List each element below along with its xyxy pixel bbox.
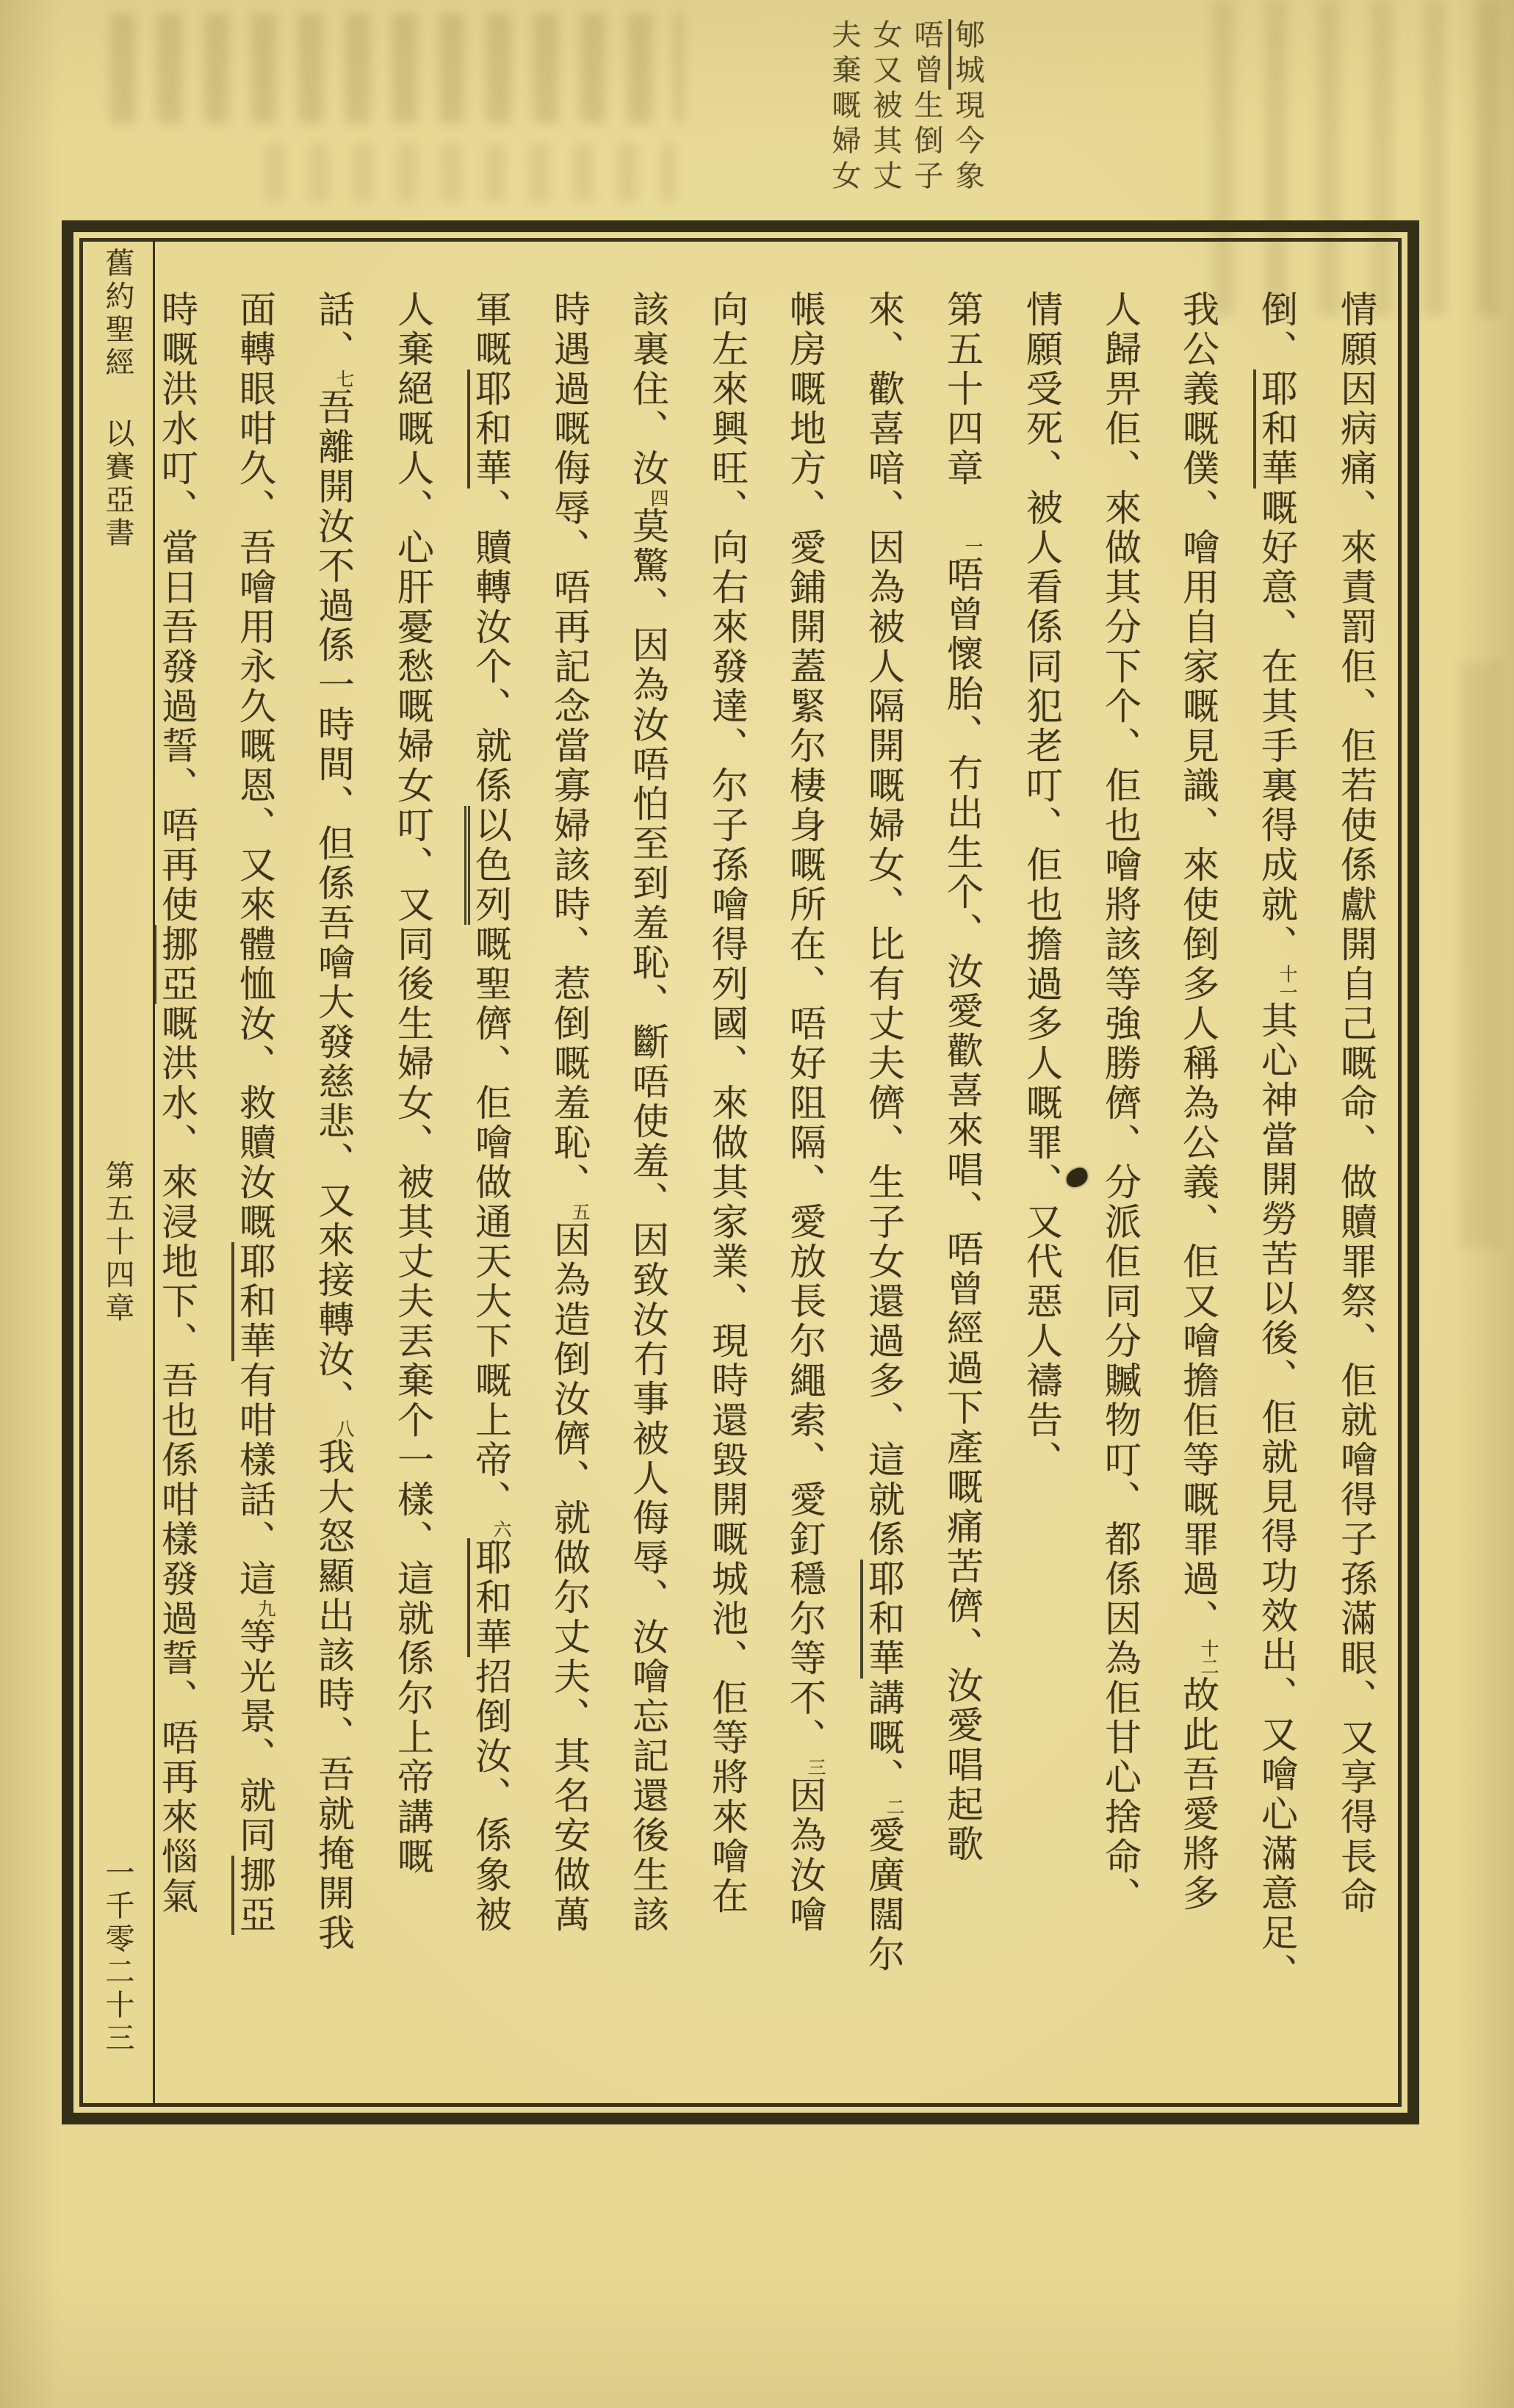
proper-name: 以色列 — [464, 806, 511, 925]
text-column — [1238, 290, 1316, 2091]
margin-header-note — [823, 19, 988, 239]
text-run: 唔曾生倒子 — [910, 19, 943, 195]
verse-number: 五 — [569, 1203, 589, 1221]
verse-number: 四 — [648, 489, 668, 507]
text-column — [452, 290, 530, 2091]
section-title: 以賽亞書 — [101, 418, 134, 550]
text-run: 嘅洪水、來浸地下、吾也係咁樣發過誓、唔再來惱氣 — [156, 1004, 198, 1917]
scripture-columns — [156, 290, 1395, 2103]
text-column — [766, 290, 845, 2091]
proper-name: 耶和華 — [1253, 370, 1297, 489]
page-frame — [62, 220, 1419, 2124]
proper-name: 挪亞 — [154, 925, 198, 1004]
text-run: 唔曾懷胎、冇出生个、汝愛歡喜來唱、唔曾經過下產嘅痛苦儕、汝愛唱起歌 — [942, 555, 983, 1864]
header-column — [823, 19, 865, 232]
bleed-through-smudge — [1458, 661, 1502, 1249]
text-run: 嘅好意、在其手裏得成就、 — [1256, 489, 1297, 965]
text-run: 嘅聖儕、佢噲做通天大下嘅上帝、 — [470, 925, 511, 1520]
text-run: 、贖轉汝个、就係 — [470, 489, 511, 806]
text-run: 夫棄嘅婦女 — [828, 19, 861, 195]
bleed-through-smudge — [110, 13, 683, 123]
header-column — [865, 19, 906, 232]
text-run: 人歸畀佢、來做其分下个、佢也噲將該等強勝儕、分派佢同分贓物叮、都係因為佢甘心捨命、 — [1100, 290, 1141, 1917]
text-run: 情願因病痛、來責罰佢、佢若使係獻開自己嘅命、做贖罪祭、佢就噲得子孫滿眼、又享得長命 — [1335, 290, 1377, 1917]
text-column — [923, 290, 1002, 2091]
text-run: 來、歡喜喑、因為被人隔開嘅婦女、比有丈夫儕、生子女還過多、這就係 — [863, 290, 904, 1560]
text-run: 時遇過嘅侮辱、唔再記念當寡婦該時、惹倒嘅羞恥、 — [549, 290, 590, 1203]
text-column — [137, 290, 216, 2091]
text-run: 帳房嘅地方、愛鋪開蓋緊尔棲身嘅所在、唔好阻隔、愛放長尔繩索、愛釘穩尔等不、 — [785, 290, 826, 1758]
verse-number: 一 — [962, 537, 982, 555]
proper-name: 郇城 — [948, 19, 984, 90]
header-column — [947, 19, 988, 232]
text-run: 軍嘅 — [470, 290, 511, 370]
text-column — [845, 290, 923, 2091]
text-column — [216, 290, 295, 2091]
text-run: 愛廣闊尔 — [863, 1816, 904, 1975]
proper-name: 耶和華 — [467, 370, 511, 489]
text-run: 話、 — [313, 290, 354, 370]
text-run: 我公義嘅僕、噲用自家嘅見識、來使倒多人稱為公義、佢又噲擔佢等嘅罪過、 — [1178, 290, 1219, 1639]
verse-number: 九 — [255, 1599, 275, 1618]
text-column — [609, 290, 688, 2091]
text-run: 面轉眼咁久、吾噲用永久嘅恩、又來體恤汝、救贖汝嘅 — [234, 290, 275, 1242]
text-run: 招倒汝、係象被 — [470, 1657, 511, 1935]
text-column — [1159, 290, 1238, 2091]
text-run: 講嘅、 — [863, 1679, 904, 1798]
verse-number: 七 — [334, 370, 353, 388]
frame-inner-border — [79, 238, 1402, 2107]
chapter-label: 第五十四章 — [101, 1160, 134, 1325]
text-run: 故此吾愛將多 — [1178, 1676, 1219, 1914]
chapter-heading: 第五十四章 — [942, 290, 983, 489]
text-column — [530, 290, 609, 2091]
text-run: 其心神當開勞苦以後、佢就見得功效出、又噲心滿意足、 — [1256, 1001, 1297, 1993]
verse-number: 十二 — [1198, 1639, 1218, 1676]
verse-number: 十一 — [1277, 965, 1297, 1001]
text-column — [688, 290, 766, 2091]
text-run: 等光景、就同 — [234, 1618, 275, 1856]
proper-name: 挪亞 — [231, 1856, 275, 1935]
page-number: 一千零二十三 — [101, 1857, 134, 2055]
header-column — [906, 19, 947, 232]
text-column — [295, 290, 373, 2091]
text-run: 莫驚、因為汝唔怕至到羞恥、斷唔使羞、因致汝冇事被人侮辱、汝噲忘記還後生該 — [627, 507, 668, 1935]
bleed-through-smudge — [264, 143, 676, 202]
text-run: 時嘅洪水叮、當日吾發過誓、唔再使 — [156, 290, 198, 925]
text-run: 倒、 — [1256, 290, 1297, 370]
text-run: 因為汝噲 — [785, 1776, 826, 1935]
text-run: 人棄絕嘅人、心肝憂愁嘅婦女叮、又同後生婦女、被其丈夫丟棄个一樣、這就係尔上帝講嘅 — [392, 290, 433, 1877]
text-run: 該裏住、汝 — [627, 290, 668, 489]
text-column — [1081, 290, 1159, 2091]
verse-number: 三 — [805, 1758, 825, 1776]
book-title: 舊約聖經 — [101, 248, 134, 380]
proper-name: 耶和華 — [467, 1538, 511, 1657]
text-run: 因為造倒汝儕、就做尔丈夫、其名安做萬 — [549, 1221, 590, 1935]
text-column — [1316, 290, 1395, 2091]
text-column — [1002, 290, 1081, 2091]
proper-name: 耶和華 — [860, 1560, 904, 1679]
proper-name: 耶和華 — [231, 1242, 275, 1361]
verse-number: 八 — [334, 1419, 353, 1438]
verse-number: 六 — [491, 1520, 511, 1538]
text-run: 吾離開汝不過係一時間、但係吾噲大發慈悲、又來接轉汝、 — [313, 388, 354, 1419]
text-run: 我大怒顯出該時、吾就掩開我 — [313, 1438, 354, 1953]
verse-number: 二 — [884, 1798, 904, 1816]
text-run: 現今象 — [951, 90, 984, 195]
text-run: 向左來興旺、向右來發達、尔子孫噲得列國、來做其家業、現時還毀開嘅城池、佢等將來噲在 — [707, 290, 748, 1917]
text-run: 女又被其丈 — [869, 19, 902, 195]
text-run: 情願受死、被人看係同犯老叮、佢也擔過多人嘅罪、又代惡人禱告、 — [1021, 290, 1062, 1480]
text-column — [373, 290, 452, 2091]
frame-content — [83, 242, 1398, 2103]
text-run: 有咁樣話、這 — [234, 1361, 275, 1599]
